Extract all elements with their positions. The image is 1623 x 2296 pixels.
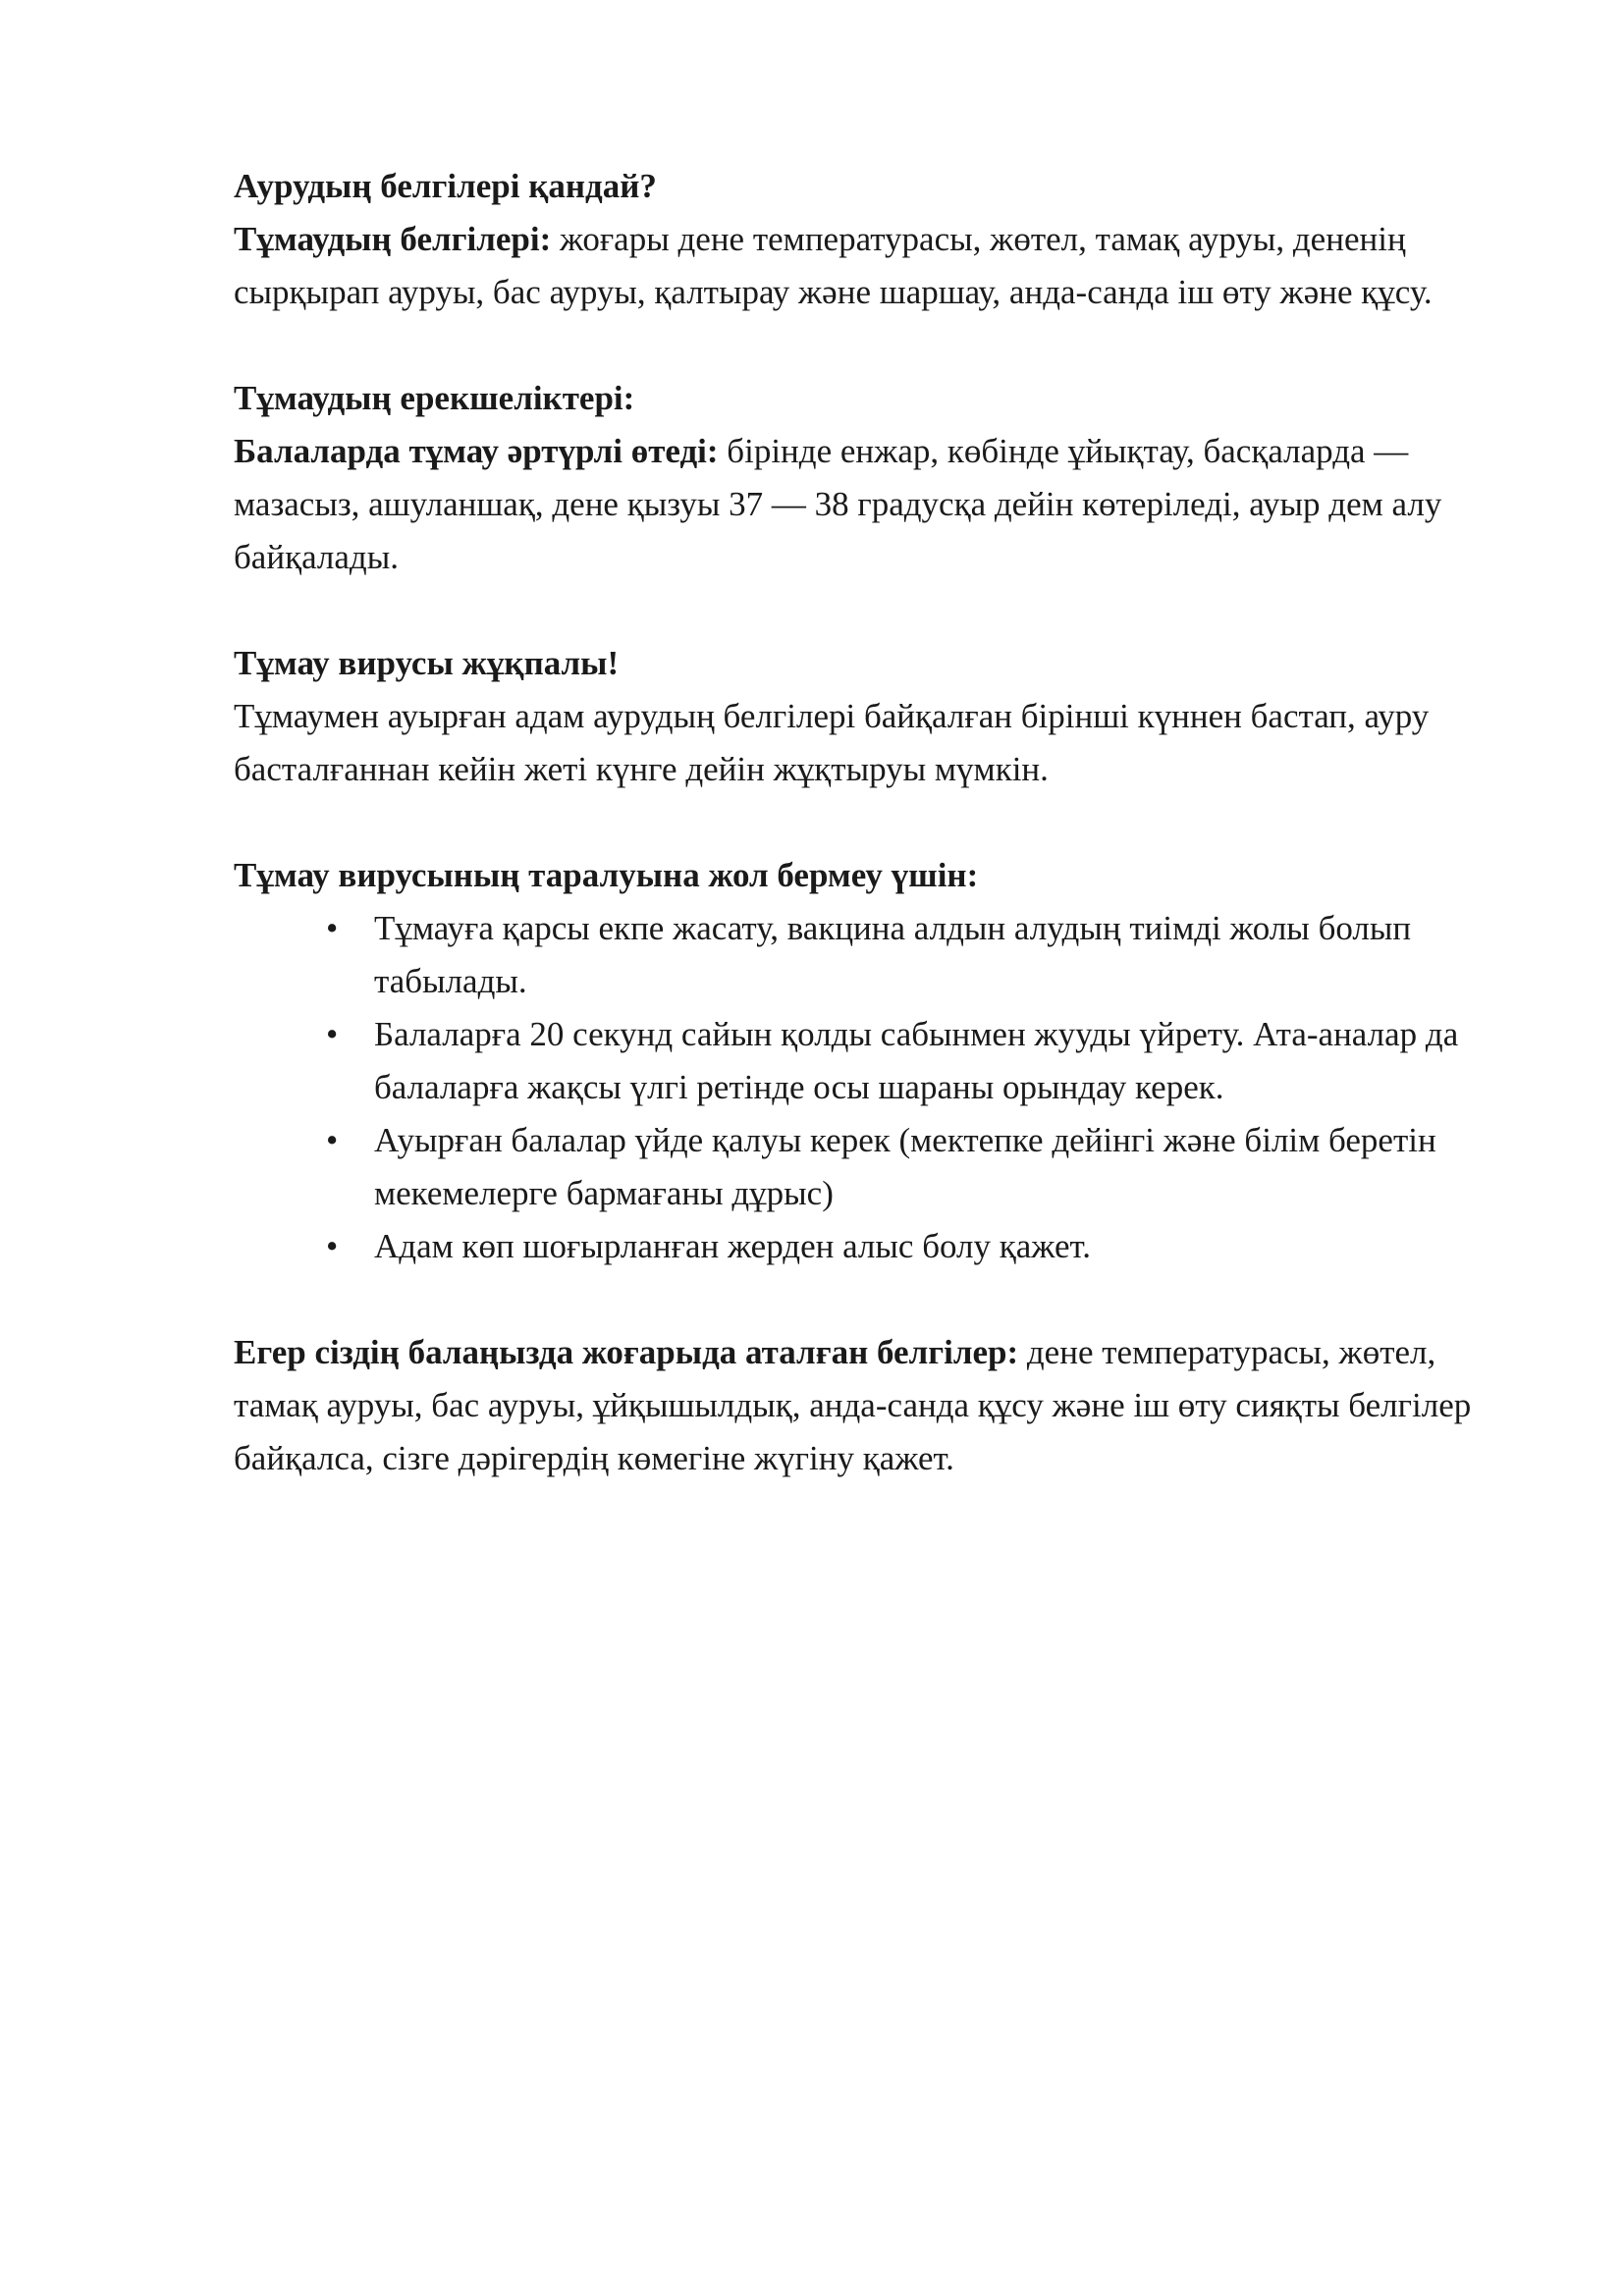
list-item-text: Тұмауға қарсы екпе жасату, вакцина алдын алудың тиімді жолы болып табылады. [374,909,1412,1000]
bullet-icon: • [326,1227,339,1265]
symptoms-text: жоғары дене температурасы, жөтел, тамақ ауруы, дененің сырқырап ауруы, бас ауруы, қалтырау және шаршау, анда-санда іш өту және құсу. [234,220,1433,311]
symptoms-paragraph [234,213,1510,319]
list-item-text: Балаларға 20 секунд сайын қолды сабынмен жууды үйрету. Ата-аналар да балаларға жақсы үлгі ретінде осы шараны орындау керек. [374,1015,1459,1106]
list-item-text: Ауырған балалар үйде қалуы керек (мектепке дейінгі және білім беретін мекемелерге бармағаны дұрыс) [374,1121,1436,1212]
advice-section [234,1326,1510,1485]
prevention-section [234,849,1510,1273]
advice-paragraph [234,1326,1510,1485]
bullet-icon: • [326,909,339,947]
list-item [234,902,1510,1008]
features-heading: Тұмаудың ерекшеліктері: [234,379,635,417]
list-item [234,1220,1510,1273]
advice-text: дене температурасы, жөтел, тамақ ауруы, бас ауруы, ұйқышылдық, анда-санда құсу және іш өту сияқты белгілер байқалса, сізге дәрігердің көмегіне жүгіну қажет. [234,1333,1472,1477]
document-page [234,160,1510,1485]
list-item [234,1114,1510,1220]
features-lead: Балаларда тұмау әртүрлі өтеді: [234,432,719,470]
list-item [234,1008,1510,1114]
contagious-paragraph: Тұмаумен ауырған адам аурудың белгілері байқалған бірінші күннен бастап, ауру басталғаннан кейін жеті күнге дейін жұқтыруы мүмкін. [234,697,1430,788]
prevention-list [234,902,1510,1273]
bullet-icon: • [326,1121,339,1159]
symptoms-lead: Тұмаудың белгілері: [234,220,552,258]
bullet-icon: • [326,1015,339,1053]
contagious-section [234,637,1510,796]
symptoms-section [234,160,1510,319]
list-item-text: Адам көп шоғырланған жерден алыс болу қажет. [374,1227,1091,1265]
features-text: бірінде енжар, көбінде ұйықтау, басқаларда — мазасыз, ашуланшақ, дене қызуы 37 — 38 градусқа дейін көтеріледі, ауыр дем алу байқалады. [234,432,1442,576]
prevention-heading: Тұмау вирусының таралуына жол бермеу үшін: [234,856,979,894]
advice-lead: Егер сіздің балаңызда жоғарыда аталған белгілер: [234,1333,1019,1371]
features-section [234,372,1510,584]
symptoms-heading: Аурудың белгілері қандай? [234,167,657,205]
features-paragraph [234,425,1510,584]
contagious-heading: Тұмау вирусы жұқпалы! [234,644,620,682]
